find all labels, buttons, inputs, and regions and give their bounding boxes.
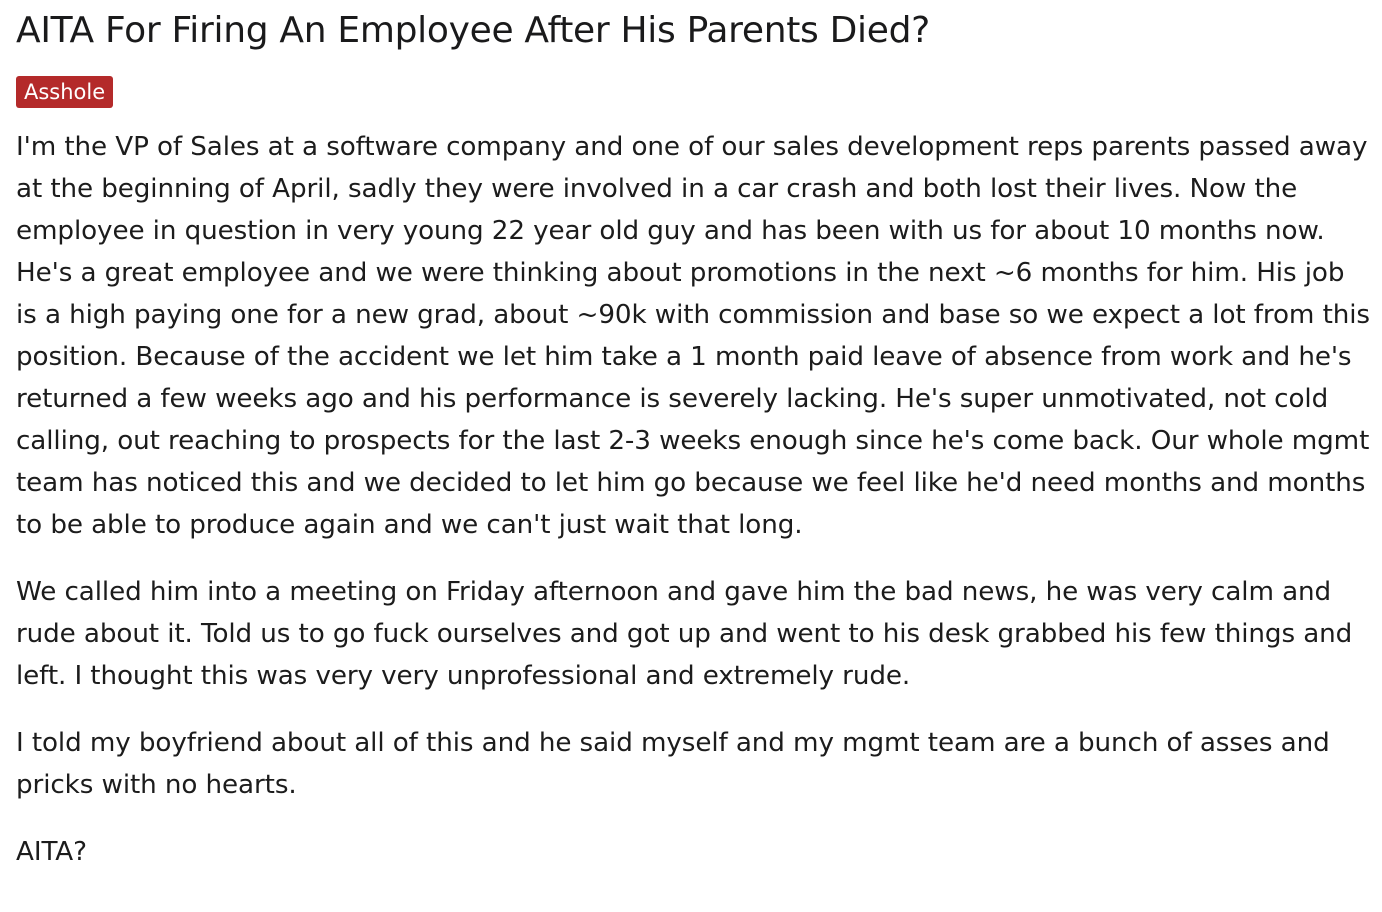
post-paragraph: AITA? — [16, 837, 87, 867]
post-flair-badge[interactable]: Asshole — [16, 76, 113, 108]
post-paragraph: I'm the VP of Sales at a software company and one of our sales development reps parents passed away at the beginning of April, sadly they were involved in a car crash and both lost their lives. Now the employee in question in very young 22 year old guy and has been with us for about 10 months now. He's a great employee and we were thinking about promotions in the next ~6 months for him. His job is a high paying one for a new grad, about ~90k with commission and base so we expect a lot from this position. Because of the accident we let him take a 1 month paid leave of absence from work and he's returned a few weeks ago and his performance is severely lacking. He's super unmotivated, not cold calling, out reaching to prospects for the last 2-3 weeks enough since he's come back. Our whole mgmt team has noticed this and we decided to let him go because we feel like he'd need months and months to be able to produce again and we can't just wait that long. — [16, 132, 1370, 540]
post-body — [16, 126, 1372, 873]
post-paragraph: I told my boyfriend about all of this and he said myself and my mgmt team are a bunch of asses and pricks with no hearts. — [16, 728, 1330, 800]
post-title[interactable]: AITA For Firing An Employee After His Parents Died? — [16, 10, 930, 51]
post-paragraph: We called him into a meeting on Friday afternoon and gave him the bad news, he was very calm and rude about it. Told us to go fuck ourselves and got up and went to his desk grabbed his few things and left. I thought this was very very unprofessional and extremely rude. — [16, 577, 1353, 691]
